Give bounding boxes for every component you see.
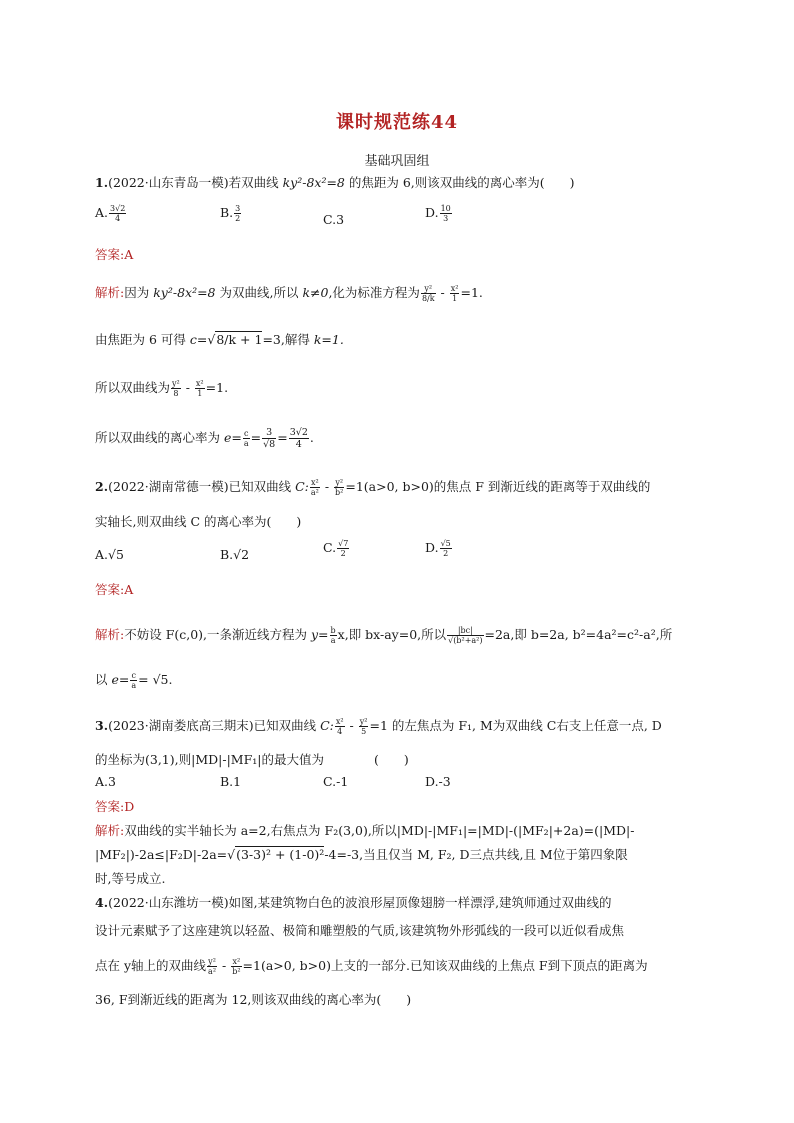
q2-option-b[interactable]: B.√2 xyxy=(220,547,250,562)
q2-option-d-label: D. xyxy=(425,540,439,555)
q1-sol1-a: 因为 xyxy=(124,285,154,300)
q3-stem-b: =1 的左焦点为 F₁, M为双曲线 C右支上任意一点, D xyxy=(369,718,662,733)
page-title: 课时规范练44 xyxy=(335,112,459,133)
q1-number: 1. xyxy=(95,175,109,190)
q3-option-d[interactable]: D.-3 xyxy=(425,774,451,789)
q1-sol3-f2-den: 1 xyxy=(197,389,203,398)
q3-sol2-radical: √ xyxy=(227,847,236,862)
q1-sol1-minus: - xyxy=(436,285,449,300)
q2-stem-f1-den: a² xyxy=(310,488,319,497)
q2-option-c-num: √7 xyxy=(338,539,349,548)
q1-sol1-f2-num: x² xyxy=(450,284,459,293)
q2-sol2-a: 以 xyxy=(95,672,112,687)
q4-line-2: 设计元素赋予了这座建筑以轻盈、极简和雕塑般的气质,该建筑物外形弧线的一段可以近似看成焦 xyxy=(95,923,624,938)
q1-sol4-f1-num: c xyxy=(244,429,249,438)
q1-sol4-eq-2: = xyxy=(277,430,288,445)
q4-line-1 xyxy=(95,893,612,911)
q2-option-d-den: 2 xyxy=(443,549,449,558)
q3-number: 3. xyxy=(95,718,109,733)
q1-stem-a: (2022·山东青岛一模)若双曲线 xyxy=(108,175,283,190)
q4-line3-b: =1(a>0, b>0)上支的一部分.已知该双曲线的上焦点 F到下顶点的距离为 xyxy=(242,958,648,973)
q1-sol1-k: k≠0 xyxy=(302,285,329,300)
q2-option-d-frac xyxy=(440,539,452,558)
q2-sol1-a: 不妨设 F(c,0),一条渐近线方程为 xyxy=(124,627,311,642)
q2-stem-f2-num: y² xyxy=(335,478,344,487)
q1-sol4-f3-num: 3√2 xyxy=(289,427,308,438)
q1-option-d-den: 3 xyxy=(443,214,449,223)
q1-sol2-b: =3,解得 xyxy=(262,332,314,347)
q1-sol1-f1-num: y² xyxy=(421,284,436,294)
q1-sol3-f1-den: 8 xyxy=(173,389,179,398)
q1-sol4-frac-2 xyxy=(262,427,276,450)
q1-answer: 答案:A xyxy=(95,247,134,262)
q2-stem-b: =1(a>0, b>0)的焦点 F 到渐近线的距离等于双曲线的 xyxy=(345,479,651,494)
q1-sol2-c: c= xyxy=(189,332,208,347)
q2-sol1-frac-2 xyxy=(447,626,483,645)
q1-sol1-frac-1 xyxy=(421,284,436,303)
q3-solution-line-3: 时,等号成立. xyxy=(95,871,166,886)
q3-stem-f1-num: x² xyxy=(335,717,344,726)
q4-line3-f1-den: a² xyxy=(208,967,217,976)
q1-sol4-f3-den: 4 xyxy=(295,439,302,450)
q1-sol4-f2-num: 3 xyxy=(262,427,276,439)
q1-sol3-frac-1 xyxy=(171,379,181,398)
q3-stem-line-2: 的坐标为(3,1),则|MD|-|MF₁|的最大值为 ( ) xyxy=(95,752,409,767)
q1-stem xyxy=(95,173,575,191)
q2-sol2-e: e= xyxy=(111,672,130,687)
q1-sol2-k: k=1. xyxy=(313,332,344,347)
q3-sol2-b: -4=-3,当且仅当 M, F₂, D三点共线,且 M位于第四象限 xyxy=(324,847,628,862)
q2-option-c-frac xyxy=(337,539,349,558)
q2-sol1-f2-den: √(b²+a²) xyxy=(448,636,483,645)
q1-sol1-frac-2 xyxy=(450,284,460,303)
q4-line-4: 36, F到渐近线的距离为 12,则该双曲线的离心率为( ) xyxy=(95,992,412,1007)
q1-option-a[interactable] xyxy=(95,204,127,223)
q2-stem-line-1 xyxy=(95,477,650,497)
q4-number: 4. xyxy=(95,895,109,910)
q1-sol3-f1-num: y² xyxy=(172,379,180,388)
q3-stem-line-1 xyxy=(95,716,662,736)
q4-line3-f2-num: x² xyxy=(232,957,241,966)
q1-sol1-c: ,化为标准方程为 xyxy=(328,285,420,300)
q2-stem-f2-den: b² xyxy=(335,488,344,497)
q2-sol2-num: c xyxy=(131,671,136,680)
q1-solution-line-3 xyxy=(95,378,228,398)
q2-option-c[interactable] xyxy=(323,539,350,558)
q1-option-d-frac xyxy=(440,204,452,223)
q1-sol1-b: 为双曲线,所以 xyxy=(215,285,303,300)
q2-stem-frac-2 xyxy=(334,478,344,497)
q3-sol1: 双曲线的实半轴长为 a=2,右焦点为 F₂(3,0),所以|MD|-|MF₁|=|MD|-(|MF₂|+2a)=(|MD|- xyxy=(124,823,635,838)
q1-option-d[interactable] xyxy=(425,204,453,223)
q2-sol1-f1-den: a xyxy=(330,636,336,645)
q1-option-d-num: 10 xyxy=(440,204,451,213)
q2-stem-c: C: xyxy=(295,479,309,494)
q3-sol2-root: (3-3)² + (1-0)² xyxy=(236,847,325,862)
q1-option-b-label: B. xyxy=(220,205,234,220)
q4-line3-f2-den: b² xyxy=(232,967,241,976)
q3-solution-line-1 xyxy=(95,821,634,839)
q1-solution-line-4 xyxy=(95,427,314,450)
q2-stem-line-2: 实轴长,则双曲线 C 的离心率为( ) xyxy=(95,514,302,529)
q2-option-d-num: √5 xyxy=(440,539,451,548)
q2-stem-frac-1 xyxy=(310,478,320,497)
q2-number: 2. xyxy=(95,479,109,494)
q3-stem-c: C: xyxy=(320,718,334,733)
q1-sol2-a: 由焦距为 6 可得 xyxy=(95,332,190,347)
q1-sol3-f2-num: x² xyxy=(195,379,204,388)
q2-sol2-den: a xyxy=(131,681,137,690)
q1-option-b[interactable] xyxy=(220,204,242,223)
q2-option-d[interactable] xyxy=(425,539,453,558)
q1-sol4-f2-den: √8 xyxy=(263,439,276,450)
q2-sol1-y: y= xyxy=(311,627,329,642)
q1-stem-b: 的焦距为 6,则该双曲线的离心率为( ) xyxy=(344,175,575,190)
q1-sol4-e: e= xyxy=(223,430,242,445)
q2-option-c-den: 2 xyxy=(340,549,346,558)
q1-option-a-num: 3√2 xyxy=(110,204,126,213)
q1-sol3-a: 所以双曲线为 xyxy=(95,380,171,395)
q3-answer: 答案:D xyxy=(95,799,135,814)
q1-sol4-eq-1: = xyxy=(250,430,262,445)
q1-sol1-f2-den: 1 xyxy=(452,294,458,303)
q2-sol1-f2-num: |bc| xyxy=(447,626,483,636)
q3-stem-frac-2 xyxy=(359,717,369,736)
q1-solution-line-2 xyxy=(95,330,344,348)
q3-solution-label: 解析: xyxy=(95,823,125,838)
q2-sol2-frac xyxy=(130,671,137,690)
q1-sol4-f1-den: a xyxy=(243,439,249,448)
q2-stem-a: (2022·湖南常德一模)已知双曲线 xyxy=(108,479,296,494)
q1-sol2-radical: √ xyxy=(207,332,216,347)
q1-sol2-root: 8/k + 1 xyxy=(216,332,263,347)
q1-option-d-label: D. xyxy=(425,205,439,220)
q1-option-b-frac xyxy=(234,204,241,223)
q1-sol4-a: 所以双曲线的离心率为 xyxy=(95,430,224,445)
q3-stem-frac-1 xyxy=(335,717,345,736)
q2-answer: 答案:A xyxy=(95,582,134,597)
q2-solution-line-1 xyxy=(95,625,672,645)
q3-option-c[interactable]: C.-1 xyxy=(323,774,349,789)
q1-option-b-num: 3 xyxy=(235,204,241,213)
q1-option-b-den: 2 xyxy=(235,214,241,223)
q4-line1-text: (2022·山东潍坊一模)如图,某建筑物白色的波浪形屋顶像翅膀一样漂浮,建筑师通过双曲线的 xyxy=(108,895,612,910)
q3-stem-f1-den: 4 xyxy=(337,727,343,736)
q1-sol1-end: =1. xyxy=(460,285,483,300)
q3-stem-minus: - xyxy=(345,718,358,733)
q2-stem-minus: - xyxy=(320,479,334,494)
q3-option-b[interactable]: B.1 xyxy=(220,774,242,789)
q4-line3-a: 点在 y轴上的双曲线 xyxy=(95,958,207,973)
q3-stem-f2-num: y² xyxy=(359,717,368,726)
q1-option-a-label: A. xyxy=(95,205,109,220)
section-heading: 基础巩固组 xyxy=(364,154,430,169)
q2-option-c-label: C. xyxy=(323,540,337,555)
q2-sol2-b: = √5. xyxy=(138,672,173,687)
q3-option-a[interactable]: A.3 xyxy=(95,774,116,789)
q2-sol1-c: =2a,即 b=2a, b²=4a²=c²-a²,所 xyxy=(484,627,673,642)
q1-sol3-end: =1. xyxy=(205,380,229,395)
q2-option-a[interactable]: A.√5 xyxy=(95,547,124,562)
q4-line3-f1-num: y² xyxy=(208,957,216,966)
q3-stem-a: (2023·湖南娄底高三期末)已知双曲线 xyxy=(108,718,321,733)
q2-solution-label: 解析: xyxy=(95,627,125,642)
q3-stem-f2-den: 5 xyxy=(361,727,367,736)
q1-sol4-frac-3 xyxy=(289,427,309,450)
q3-sol2-a: |MF₂|)-2a≤|F₂D|-2a= xyxy=(95,847,228,862)
q1-sol1-f1-den: 8/k xyxy=(421,294,435,303)
q1-option-a-frac xyxy=(109,204,126,223)
q1-sol3-minus: - xyxy=(181,380,194,395)
q2-sol1-frac-1 xyxy=(330,626,337,645)
q3-solution-line-2 xyxy=(95,845,628,863)
q4-line3-minus: - xyxy=(218,958,231,973)
q1-solution-line-1 xyxy=(95,283,483,303)
q2-sol1-f1-num: b xyxy=(330,626,336,635)
q4-line3-frac-2 xyxy=(231,957,241,976)
q1-sol3-frac-2 xyxy=(195,379,205,398)
q2-sol1-b: x,即 bx-ay=0,所以 xyxy=(337,627,447,642)
q1-sol4-end: . xyxy=(309,430,314,445)
q1-sol4-frac-1 xyxy=(243,429,250,448)
q2-stem-f1-num: x² xyxy=(310,478,319,487)
q1-sol1-eq: ky²-8x²=8 xyxy=(153,285,216,300)
q4-line-3 xyxy=(95,956,648,976)
q4-line3-frac-1 xyxy=(207,957,217,976)
q1-solution-label: 解析: xyxy=(95,285,125,300)
q2-solution-line-2 xyxy=(95,670,172,690)
q1-option-a-den: 4 xyxy=(115,214,121,223)
q1-stem-eq: ky²-8x²=8 xyxy=(282,175,345,190)
q1-option-c[interactable]: C.3 xyxy=(323,212,345,227)
